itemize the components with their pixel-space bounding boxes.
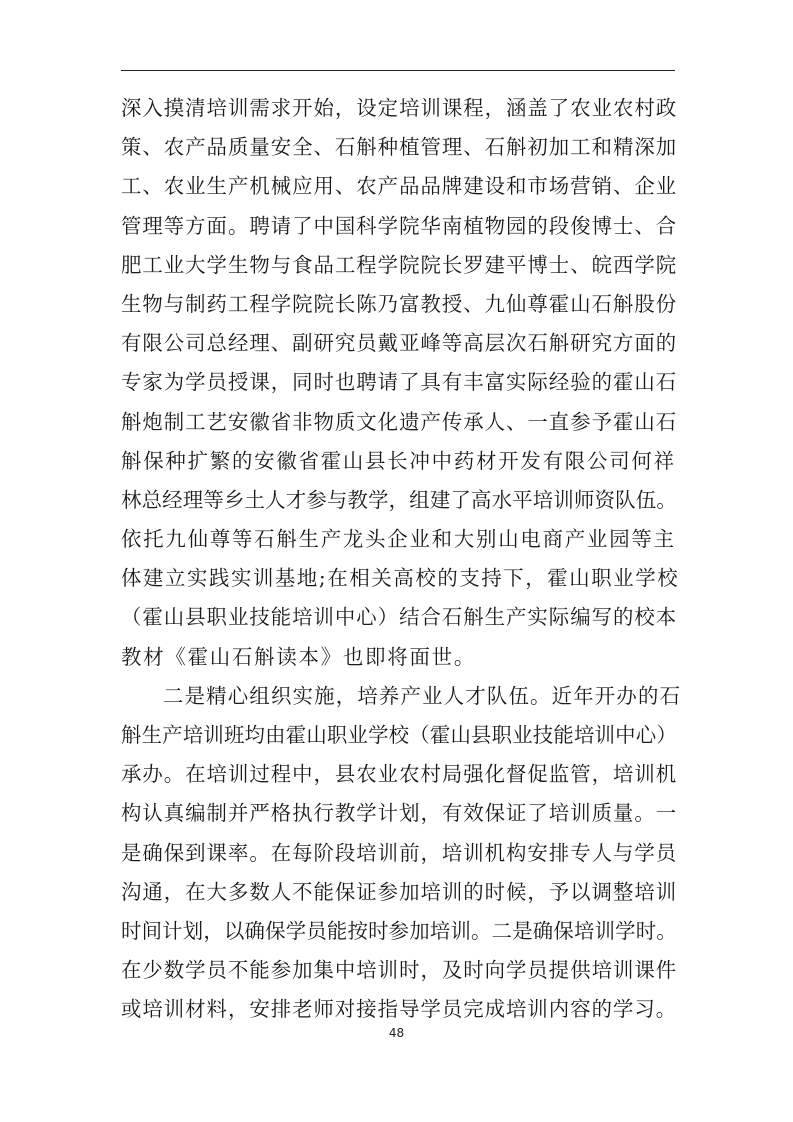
text-line: 承办。在培训过程中，县农业农村局强化督促监管，培训机 [121,762,678,787]
document-body [121,89,681,1030]
paragraph-start-line: 二是精心组织实施，培养产业人才队伍。近年开办的石 [163,683,682,708]
text-line: （霍山县职业技能培训中心）结合石斛生产实际编写的校本 [121,605,678,630]
text-line: 生物与制药工程学院院长陈乃富教授、九仙尊霍山石斛股份 [121,291,678,316]
text-line: 有限公司总经理、副研究员戴亚峰等高层次石斛研究方面的 [121,331,678,356]
text-line: 在少数学员不能参加集中培训时，及时向学员提供培训课件 [121,958,678,983]
text-line: 肥工业大学生物与食品工程学院院长罗建平博士、皖西学院 [121,252,678,277]
text-line: 或培训材料，安排老师对接指导学员完成培训内容的学习。 [121,997,678,1022]
text-line: 策、农产品质量安全、石斛种植管理、石斛初加工和精深加 [121,135,678,160]
text-line: 专家为学员授课，同时也聘请了具有丰富实际经验的霍山石 [121,370,678,395]
text-line: 深入摸清培训需求开始，设定培训课程，涵盖了农业农村政 [121,96,678,120]
text-line: 斛生产培训班均由霍山职业学校（霍山县职业技能培训中心） [121,723,677,747]
text-line: 管理等方面。聘请了中国科学院华南植物园的段俊博士、合 [121,213,678,238]
text-line: 是确保到课率。在每阶段培训前，培训机构安排专人与学员 [121,840,678,865]
text-line: 林总经理等乡土人才参与教学，组建了高水平培训师资队伍。 [121,487,677,512]
text-line: 时间计划，以确保学员能按时参加培训。二是确保培训学时。 [121,918,677,943]
header-rule [121,70,675,71]
text-line: 工、农业生产机械应用、农产品品牌建设和市场营销、企业 [121,174,678,199]
page-number: 48 [388,1026,405,1040]
text-line: 体建立实践实训基地;在相关高校的支持下，霍山职业学校 [121,566,680,591]
text-line: 依托九仙尊等石斛生产龙头企业和大别山电商产业园等主 [121,527,676,552]
text-line: 斛保种扩繁的安徽省霍山县长冲中药材开发有限公司何祥 [121,448,676,473]
text-line: 斛炮制工艺安徽省非物质文化遗产传承人、一直参予霍山石 [121,409,678,434]
text-line: 沟通，在大多数人不能保证参加培训的时候，予以调整培训 [121,879,678,904]
text-line: 构认真编制并严格执行教学计划，有效保证了培训质量。一 [121,801,678,826]
text-line: 教材《霍山石斛读本》也即将面世。 [121,644,477,669]
